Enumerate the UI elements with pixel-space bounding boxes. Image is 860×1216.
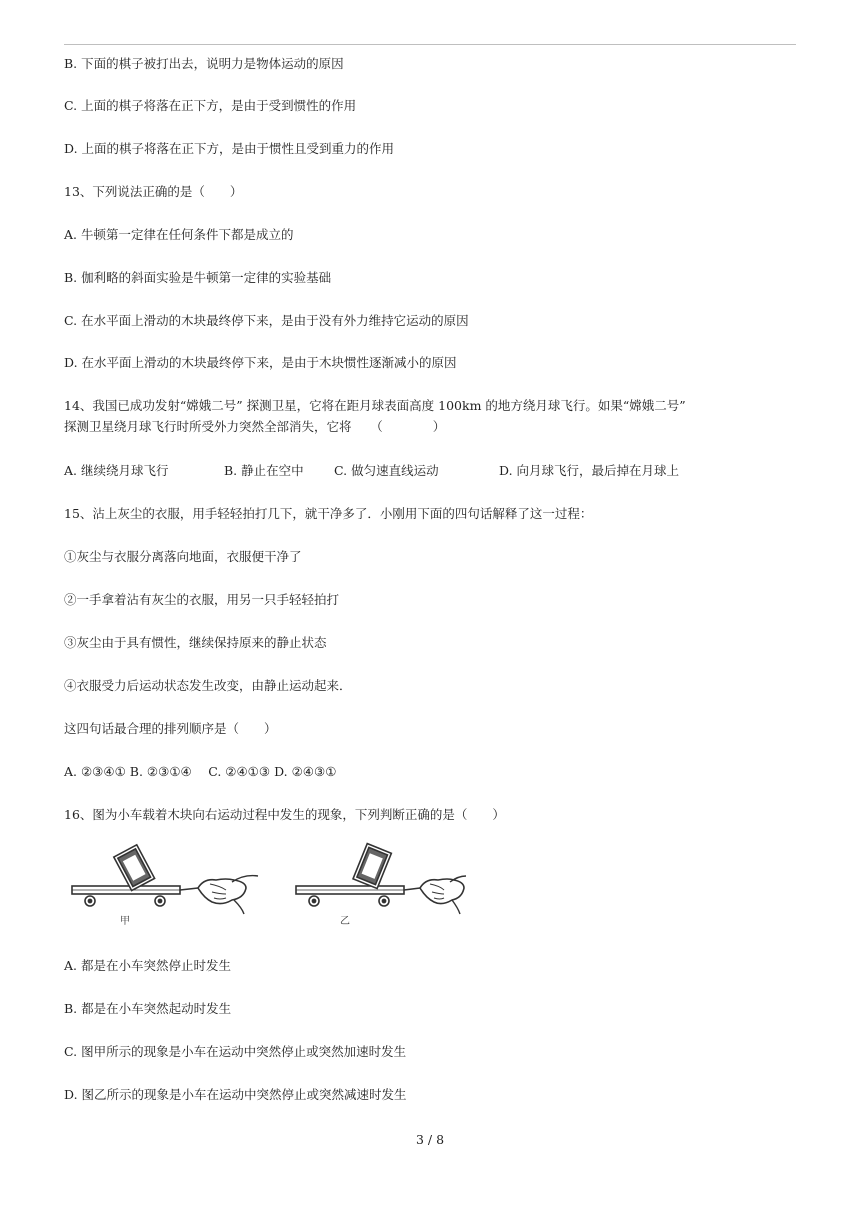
q15-statement-4: ④衣服受力后运动状态发生改变，由静止运动起来． bbox=[64, 678, 352, 693]
q16-option-c: C. 图甲所示的现象是小车在运动中突然停止或突然加速时发生 bbox=[64, 1044, 407, 1059]
cart-block-illustration bbox=[64, 836, 468, 930]
cart-right bbox=[296, 844, 466, 914]
q14-option-b: B. 静止在空中 bbox=[224, 463, 304, 478]
page-number: 3 / 8 bbox=[415, 1132, 445, 1147]
q14-option-c: C. 做匀速直线运动 bbox=[334, 463, 439, 478]
figure-label-right: 乙 bbox=[340, 916, 350, 927]
q16-option-b: B. 都是在小车突然起动时发生 bbox=[64, 1001, 232, 1016]
cart-left bbox=[72, 845, 258, 914]
q16-option-a: A. 都是在小车突然停止时发生 bbox=[64, 958, 231, 973]
q12-option-d: D. 上面的棋子将落在正下方，是由于惯性且受到重力的作用 bbox=[64, 141, 395, 156]
q16-option-d: D. 图乙所示的现象是小车在运动中突然停止或突然减速时发生 bbox=[64, 1087, 407, 1102]
q14-option-d: D. 向月球飞行，最后掉在月球上 bbox=[499, 463, 680, 478]
q14-options bbox=[64, 461, 804, 481]
q16-figure bbox=[64, 836, 468, 930]
q14-option-a: A. 继续绕月球飞行 bbox=[64, 463, 169, 478]
q13-option-c: C. 在水平面上滑动的木块最终停下来，是由于没有外力维持它运动的原因 bbox=[64, 313, 469, 328]
q12-option-b: B. 下面的棋子被打出去，说明力是物体运动的原因 bbox=[64, 56, 344, 71]
q15-statement-3: ③灰尘由于具有惯性，继续保持原来的静止状态 bbox=[64, 635, 327, 650]
q15-stem: 15、沾上灰尘的衣服，用手轻轻拍打几下，就干净多了．小刚用下面的四句话解释了这一过程： bbox=[64, 506, 593, 521]
q14-stem-line1: 14、我国已成功发射“嫦娥二号” 探测卫星，它将在距月球表面高度 100km 的地方绕月球飞行。如果“嫦娥二号” bbox=[64, 398, 686, 413]
q13-option-b: B. 伽利略的斜面实验是牛顿第一定律的实验基础 bbox=[64, 270, 332, 285]
q13-option-a: A. 牛顿第一定律在任何条件下都是成立的 bbox=[64, 227, 294, 242]
header-rule bbox=[64, 44, 796, 45]
q12-option-c: C. 上面的棋子将落在正下方，是由于受到惯性的作用 bbox=[64, 98, 357, 113]
q15-options: A. ②③④① B. ②③①④ C. ②④①③ D. ②④③① bbox=[64, 764, 337, 779]
q15-statement-2: ②一手拿着沾有灰尘的衣服，用另一只手轻轻拍打 bbox=[64, 592, 340, 607]
q15-ask: 这四句话最合理的排列顺序是（ ） bbox=[64, 721, 277, 736]
q15-statement-1: ①灰尘与衣服分离落向地面，衣服便干净了 bbox=[64, 549, 302, 564]
figure-label-left: 甲 bbox=[120, 916, 130, 927]
q13-option-d: D. 在水平面上滑动的木块最终停下来，是由于木块惯性逐渐减小的原因 bbox=[64, 355, 457, 370]
q13-stem: 13、下列说法正确的是（ ） bbox=[64, 184, 243, 199]
q14-stem-line2: 探测卫星绕月球飞行时所受外力突然全部消失，它将 （ ） bbox=[64, 419, 446, 434]
q16-stem: 16、图为小车载着木块向右运动过程中发生的现象，下列判断正确的是（ ） bbox=[64, 807, 505, 822]
